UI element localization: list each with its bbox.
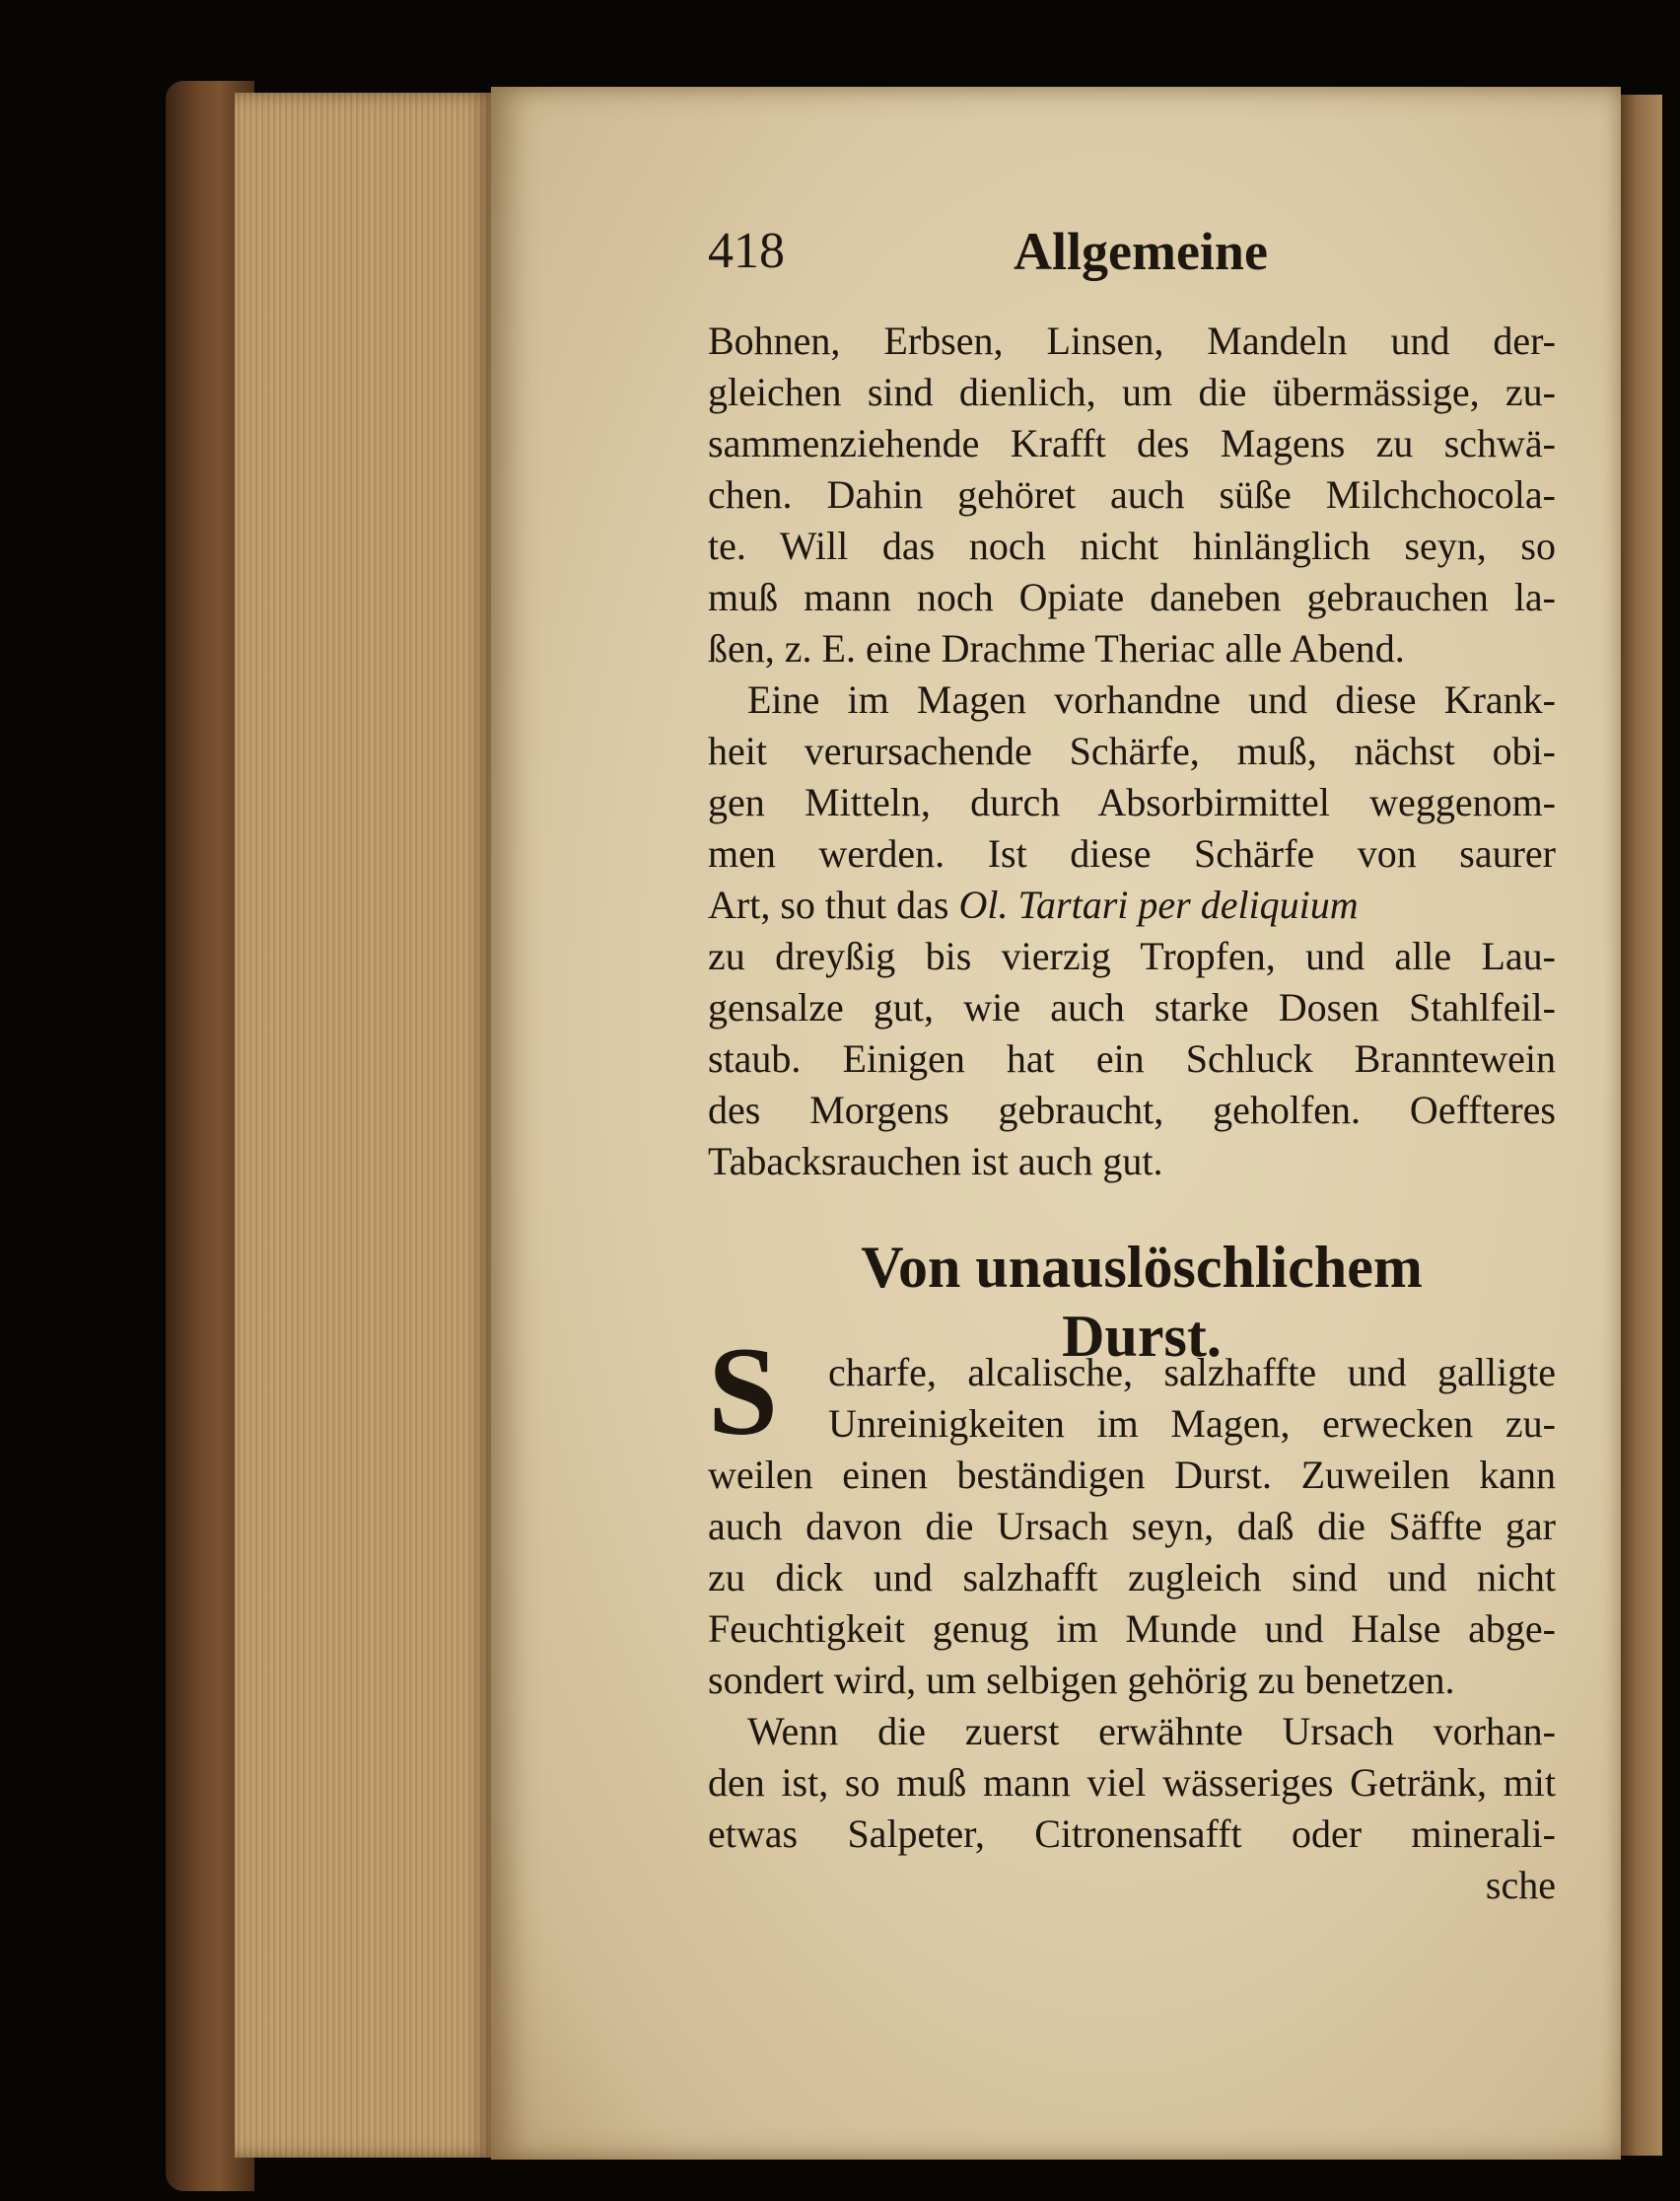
text-line: gleichen sind dienlich, um die übermässige, zu- xyxy=(708,370,1556,414)
text-line: auch davon die Ursach seyn, daß die Säffte gar xyxy=(708,1504,1556,1548)
text-line: te. Will das noch nicht hinlänglich seyn, so xyxy=(708,524,1556,568)
text-line: etwas Salpeter, Citronensafft oder minerali- xyxy=(708,1811,1556,1856)
text-line: Bohnen, Erbsen, Linsen, Mandeln und der- xyxy=(708,319,1556,363)
text-line: muß mann noch Opiate daneben gebrauchen la- xyxy=(708,575,1556,619)
catchword: sche xyxy=(1485,1863,1556,1907)
text-line: charfe, alcalische, salzhaffte und galligte xyxy=(828,1350,1556,1394)
text-line: chen. Dahin gehöret auch süße Milchchocola- xyxy=(708,472,1556,517)
text-line: heit verursachende Schärfe, muß, nächst obi- xyxy=(708,729,1556,773)
text-line: gensalze gut, wie auch starke Dosen Stahlfeil- xyxy=(708,985,1556,1030)
text-line: weilen einen beständigen Durst. Zuweilen kann xyxy=(708,1453,1556,1497)
text-line xyxy=(708,882,1556,929)
text-line: Eine im Magen vorhandne und diese Krank- xyxy=(747,677,1556,722)
page-header xyxy=(708,222,1556,281)
drop-capital: S xyxy=(708,1321,779,1461)
text-line: des Morgens gebraucht, geholfen. Oeffteres xyxy=(708,1088,1556,1132)
text-line: sammenziehende Krafft des Magens zu schwä- xyxy=(708,421,1556,465)
facing-page-edge xyxy=(1621,95,1662,2156)
text-line: staub. Einigen hat ein Schluck Branntewein xyxy=(708,1036,1556,1081)
page-number: 418 xyxy=(708,223,785,279)
text-line: men werden. Ist diese Schärfe von saurer xyxy=(708,831,1556,876)
text-span: Art, so thut das xyxy=(708,883,959,927)
text-line: Tabacksrauchen ist auch gut. xyxy=(708,1139,1163,1183)
text-line: Feuchtigkeit genug im Munde und Halse abge- xyxy=(708,1606,1556,1651)
latin-term: Ol. Tartari per deliquium xyxy=(958,883,1359,927)
page-stack-edges xyxy=(235,93,493,2158)
text-line: Wenn die zuerst erwähnte Ursach vorhan- xyxy=(747,1709,1556,1753)
section-heading: Von unauslöschlichem Durst. xyxy=(861,1235,1423,1369)
running-head: Allgemeine xyxy=(1014,222,1268,281)
text-line: zu dreyßig bis vierzig Tropfen, und alle Lau- xyxy=(708,934,1556,978)
text-line: gen Mitteln, durch Absorbirmittel weggenom- xyxy=(708,780,1556,824)
text-line: den ist, so muß mann viel wässeriges Getränk, mit xyxy=(708,1760,1556,1805)
text-line: Unreinigkeiten im Magen, erwecken zu- xyxy=(828,1401,1556,1446)
text-line: sondert wird, um selbigen gehörig zu benetzen. xyxy=(708,1658,1455,1702)
text-line: ßen, z. E. eine Drachme Theriac alle Abend. xyxy=(708,626,1405,671)
text-line: zu dick und salzhafft zugleich sind und nicht xyxy=(708,1555,1556,1599)
